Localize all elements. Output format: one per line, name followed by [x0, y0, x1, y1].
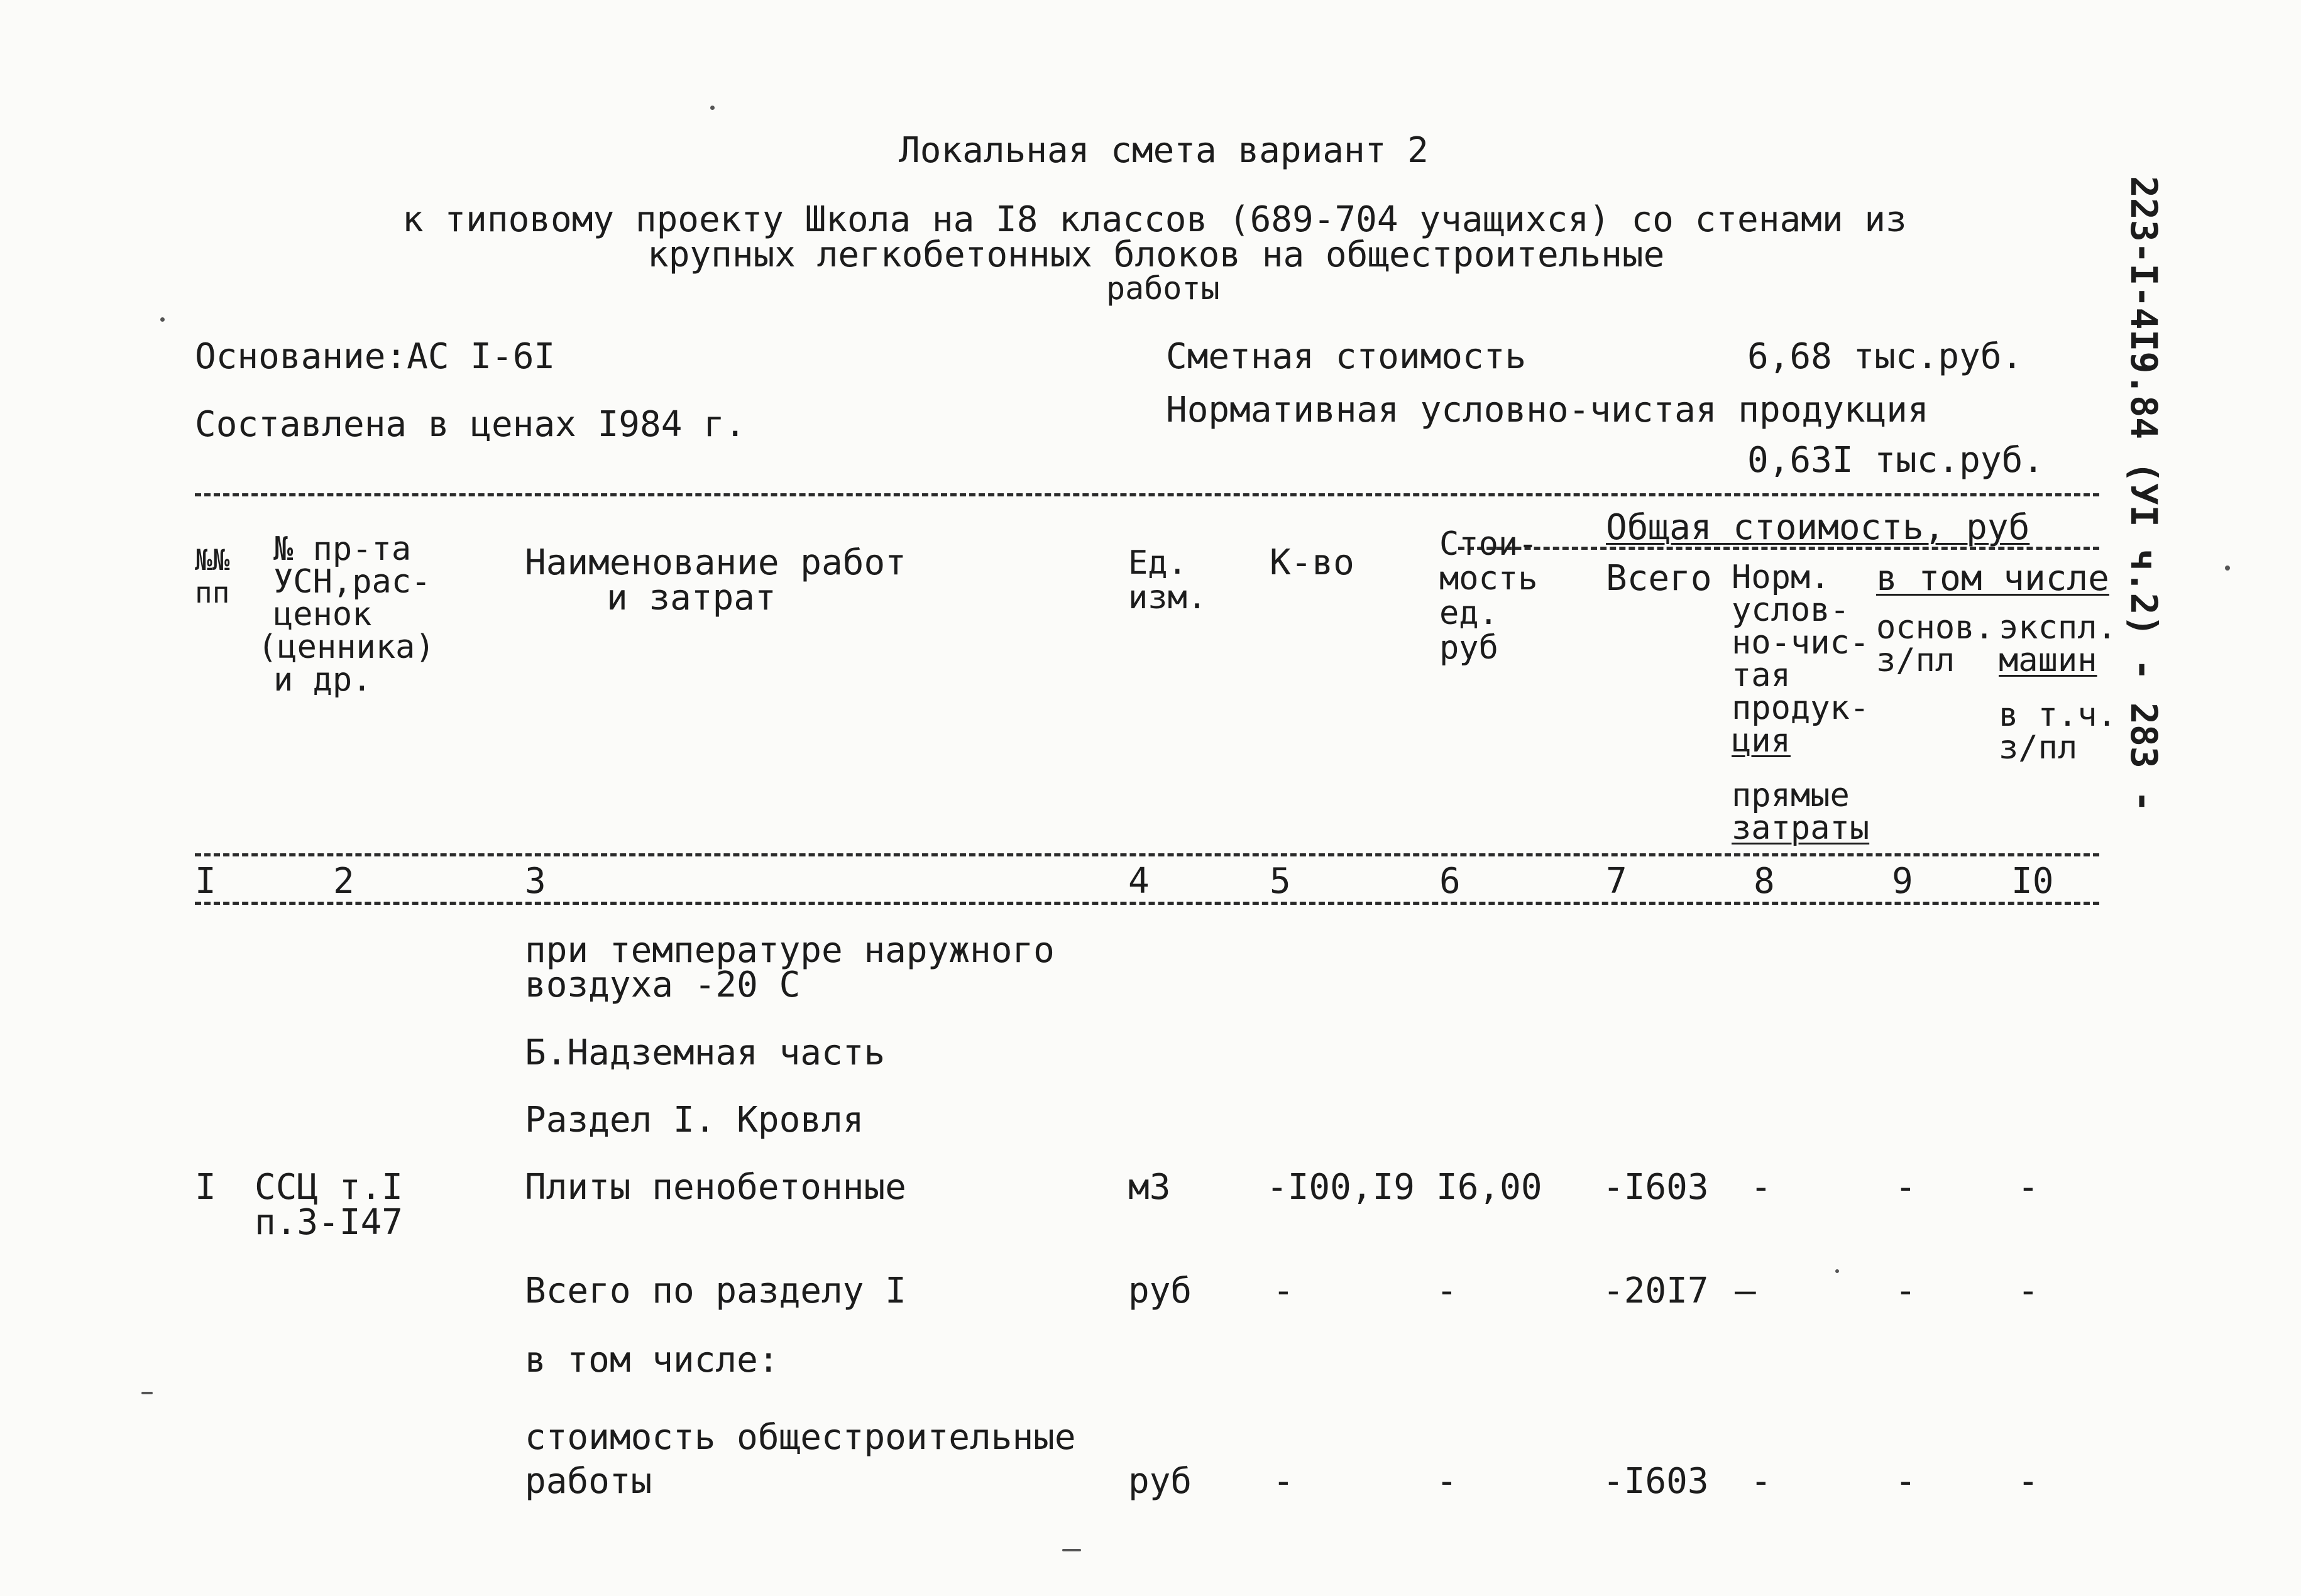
row-col10: -: [2018, 1167, 2039, 1208]
col6-line2: мость: [1439, 560, 1538, 598]
col-number: 2: [333, 861, 354, 902]
row-number: I: [195, 1167, 216, 1208]
col6-line1: Стои-: [1439, 525, 1538, 563]
col-number: 8: [1754, 861, 1775, 902]
col9-line2: з/пл: [1876, 642, 1955, 679]
col8-line6: ция: [1732, 722, 1791, 760]
col8-line5: продук-: [1732, 689, 1870, 727]
col-number: I0: [2011, 861, 2054, 902]
col8-line2: услов-: [1732, 591, 1850, 629]
col2-line5: и др.: [273, 661, 372, 699]
section-1-title: Раздел I. Кровля: [525, 1100, 864, 1140]
incl-group-header: в том числе: [1876, 558, 2109, 599]
normative-label: Нормативная условно-чистая продукция: [1166, 390, 1929, 430]
scan-speck: [1062, 1549, 1081, 1551]
col9-line1: основ.: [1876, 609, 1994, 647]
row-unit: м3: [1128, 1167, 1171, 1208]
section-total-unit-cost: -: [1436, 1271, 1458, 1311]
col-number: I: [195, 861, 216, 902]
note-line2: воздуха -20 С: [525, 965, 801, 1005]
subtitle-line1: к типовому проекту Школа на I8 классов (689-704 учащихся) со стенами из: [402, 199, 1907, 240]
scan-speck: [141, 1392, 153, 1394]
col-number: 3: [525, 861, 546, 902]
col10-line4: з/пл: [1999, 729, 2078, 767]
side-code: 223-I-4I9.84 (УI ч.2) - 283 -: [2123, 176, 2165, 812]
row-qty: -I00,I9: [1266, 1167, 1415, 1208]
general-name-line2: работы: [525, 1461, 652, 1502]
col2-line4: (ценника): [258, 628, 435, 666]
col10-line1: экспл.: [1999, 609, 2117, 647]
col-number: 5: [1270, 861, 1291, 902]
basis: Основание:АС I-6I: [195, 336, 556, 377]
col8-line4: тая: [1732, 657, 1791, 694]
col5-header: К-во: [1270, 542, 1354, 583]
col8-line3: но-чис-: [1732, 624, 1870, 662]
col10-line2: машин: [1999, 642, 2097, 679]
total-cost-group-header: Общая стоимость, руб: [1606, 507, 2030, 548]
row-unit-cost: I6,00: [1436, 1167, 1542, 1208]
col1-line1: №№: [195, 543, 230, 577]
col8-line1: Норм.: [1732, 559, 1830, 596]
subtitle-line2: крупных легкобетонных блоков на общестроительные: [647, 234, 1665, 275]
numbers-bottom-rule: [195, 902, 2099, 905]
row-col9: -: [1895, 1167, 1916, 1208]
col3-line2: и затрат: [607, 577, 776, 618]
col-number: 9: [1892, 861, 1913, 902]
col2-line3: ценок: [273, 596, 372, 633]
section-total-total: -20I7: [1603, 1271, 1709, 1311]
col-number: 7: [1606, 861, 1627, 902]
section-total-qty: -: [1273, 1271, 1294, 1311]
section-total-col9: -: [1895, 1271, 1916, 1311]
col-number: 6: [1439, 861, 1461, 902]
scan-speck: [1835, 1269, 1839, 1273]
section-total-name: Всего по разделу I: [525, 1271, 906, 1311]
estimated-cost-label: Сметная стоимость: [1166, 336, 1527, 377]
general-name-line1: стоимость общестроительные: [525, 1417, 1076, 1458]
row-code-line1: ССЦ т.I: [255, 1167, 404, 1208]
general-col10: -: [2018, 1461, 2039, 1502]
table-top-rule: [195, 493, 2099, 496]
col10-line3: в т.ч.: [1999, 696, 2117, 734]
row-total: -I603: [1603, 1167, 1709, 1208]
col3-line1: Наименование работ: [525, 542, 906, 583]
col1-line2: пп: [195, 576, 230, 609]
section-b-title: Б.Надземная часть: [525, 1032, 886, 1073]
col2-line1: № пр-та: [273, 530, 412, 568]
note-line1: при температуре наружного: [525, 930, 1055, 971]
section-total-col10: -: [2018, 1271, 2039, 1311]
col2-line2: УСН,рас-: [273, 563, 431, 601]
price-base: Составлена в ценах I984 г.: [195, 404, 746, 445]
scan-speck: [710, 106, 715, 110]
subtitle-line3: работы: [1106, 270, 1220, 307]
col6-line4: руб: [1439, 629, 1498, 667]
col-number: 4: [1128, 861, 1150, 902]
section-total-col8: —: [1735, 1271, 1756, 1311]
col4-line1: Ед.: [1128, 544, 1187, 582]
general-unit: руб: [1128, 1461, 1192, 1502]
row-code-line2: п.3-I47: [255, 1202, 404, 1243]
col7-header: Всего: [1606, 558, 1712, 599]
general-col8: -: [1750, 1461, 1772, 1502]
col6-line3: ед.: [1439, 594, 1498, 632]
row-col8: -: [1750, 1167, 1772, 1208]
scan-speck: [160, 317, 165, 322]
normative-value: 0,63I тыс.руб.: [1747, 440, 2045, 481]
including-label: в том числе:: [525, 1340, 779, 1380]
general-total: -I603: [1603, 1461, 1709, 1502]
col8b-line2: затраты: [1732, 809, 1870, 847]
section-total-unit: руб: [1128, 1271, 1192, 1311]
header-bottom-rule: [195, 853, 2099, 856]
general-qty: -: [1273, 1461, 1294, 1502]
col8b-line1: прямые: [1732, 777, 1850, 814]
col4-line2: изм.: [1128, 579, 1207, 616]
scan-speck: [2225, 566, 2230, 571]
general-col9: -: [1895, 1461, 1916, 1502]
row-name: Плиты пенобетонные: [525, 1167, 906, 1208]
document-title: Локальная смета вариант 2: [899, 130, 1429, 171]
estimated-cost-value: 6,68 тыс.руб.: [1747, 336, 2023, 377]
general-unit-cost: -: [1436, 1461, 1458, 1502]
